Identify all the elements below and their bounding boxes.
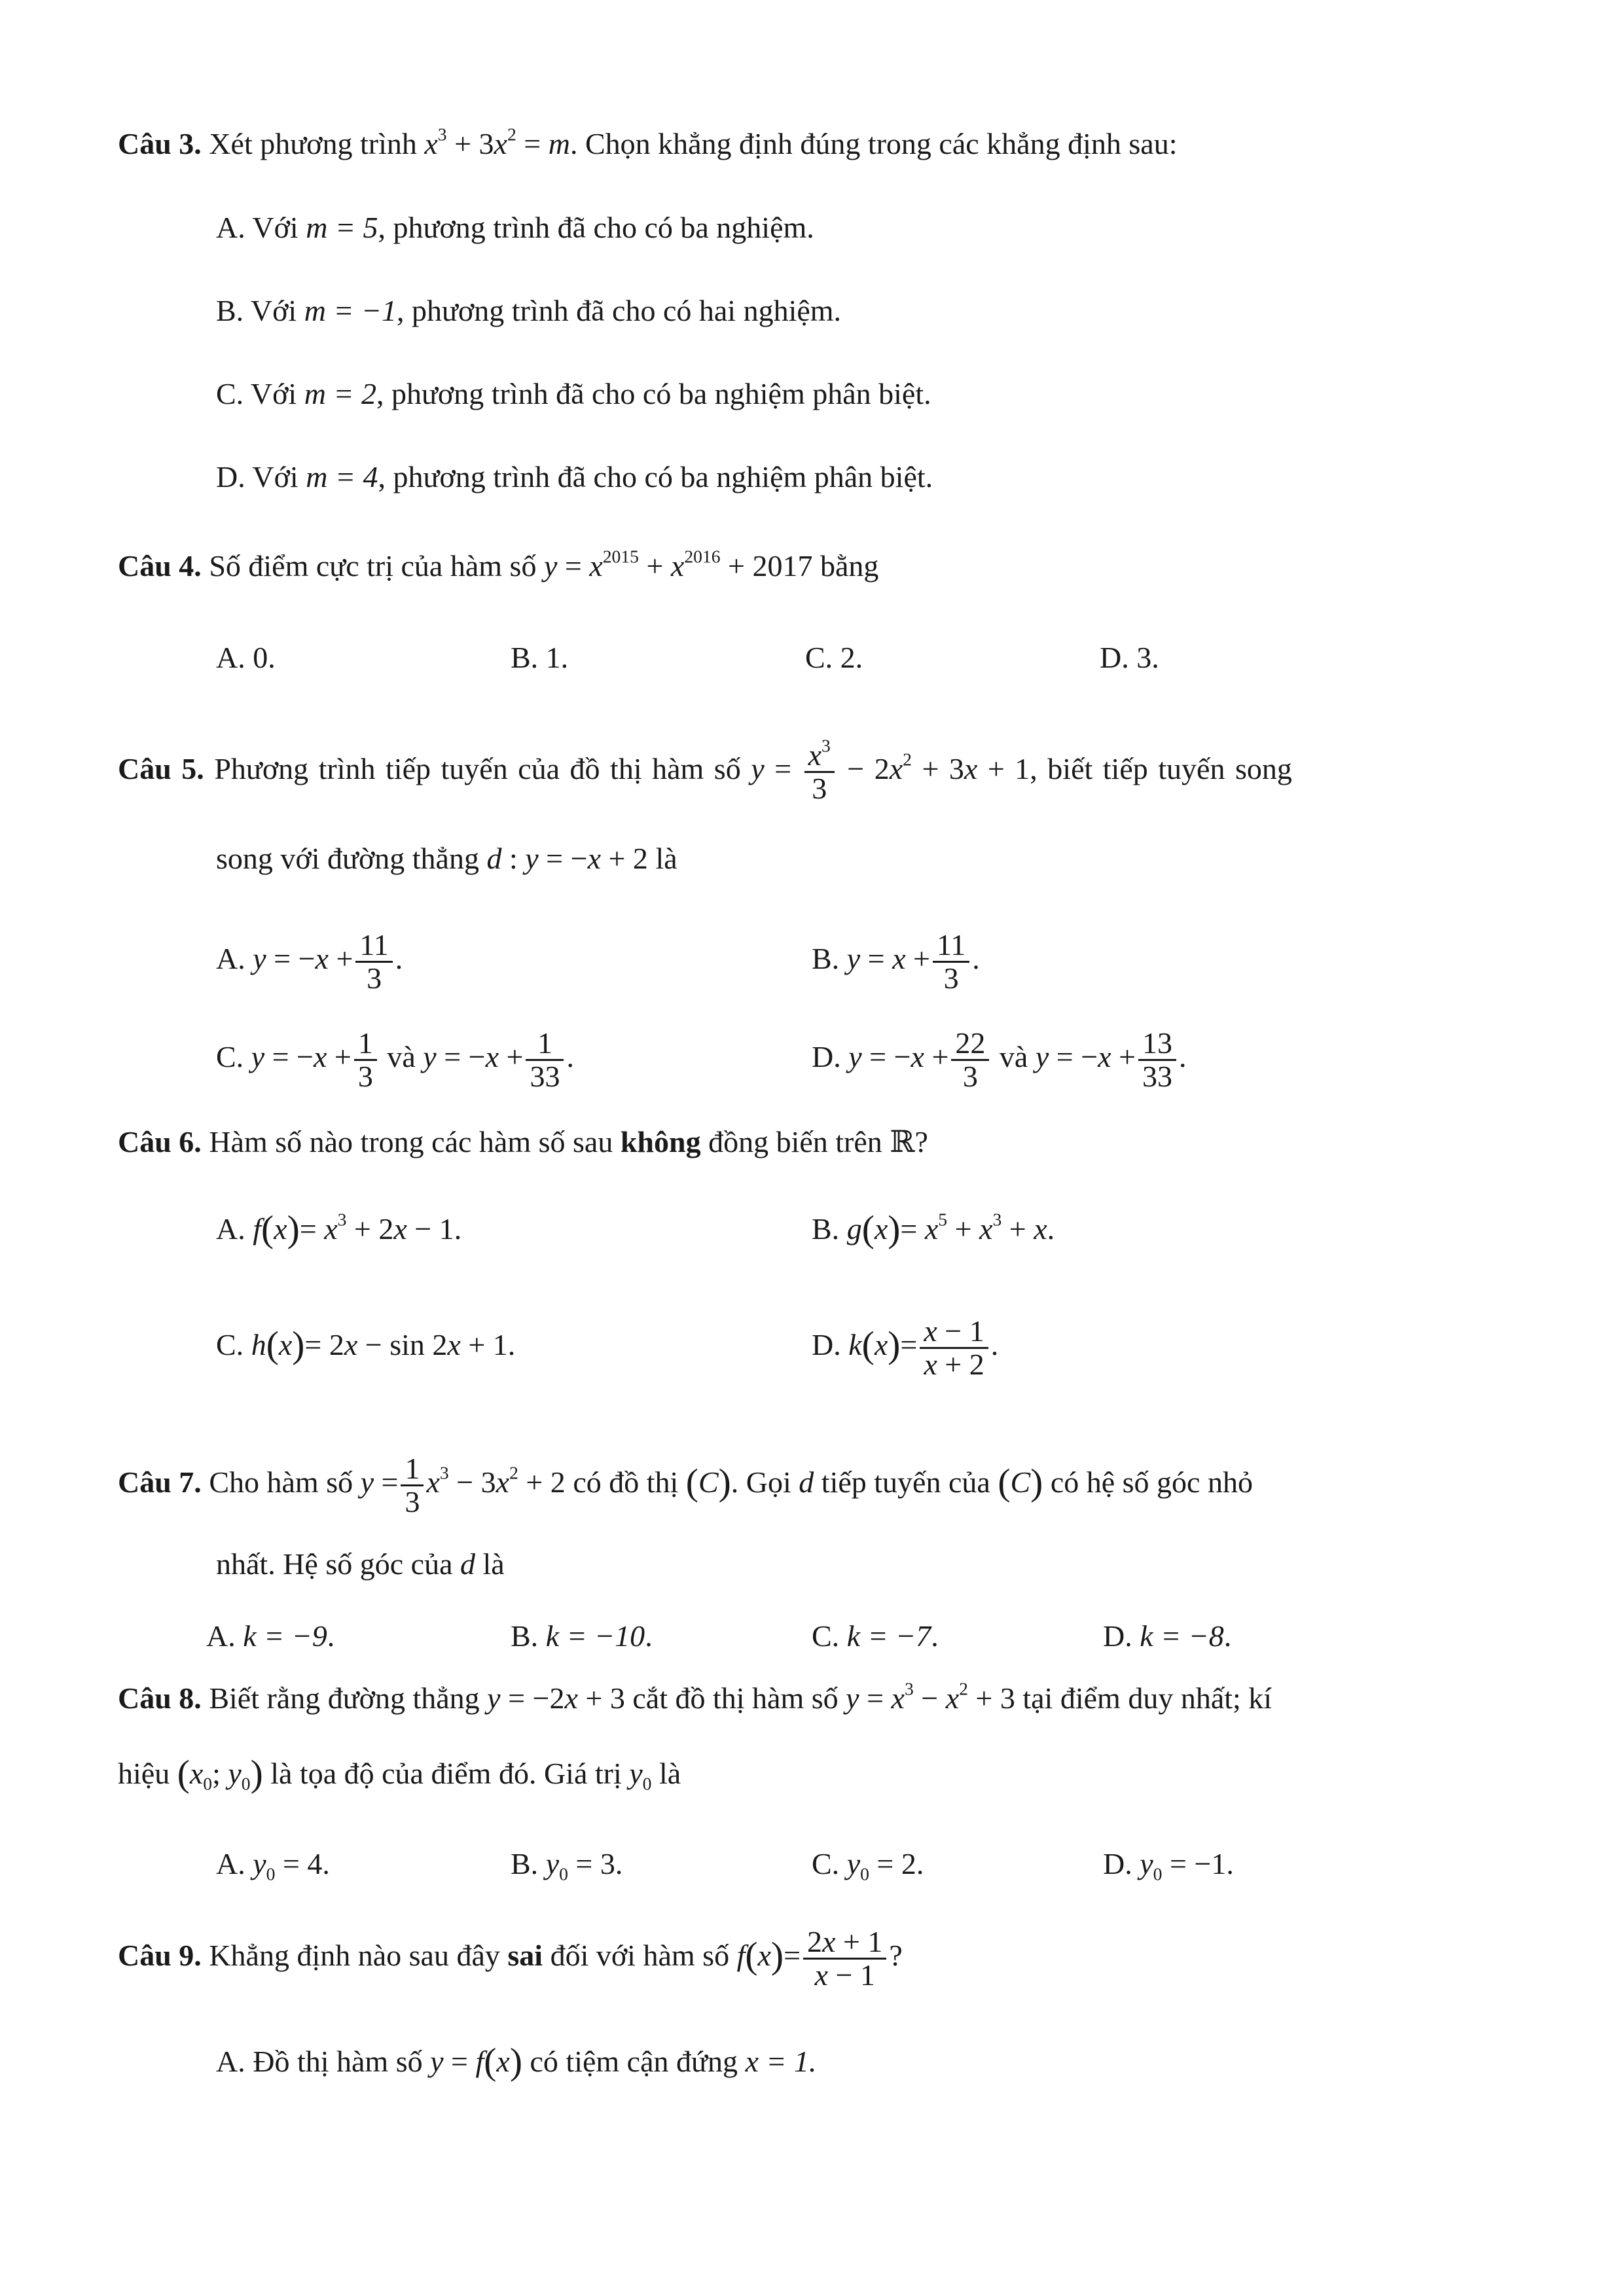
option-a[interactable]: A. Đồ thị hàm số y = f(x) có tiệm cận đứng x = 1.: [216, 2041, 817, 2083]
option-b[interactable]: B. $y_0 = 3$.: [511, 1847, 623, 1884]
option-math: m = 2: [304, 377, 376, 410]
question-9: Câu 9. Khẳng định nào sau đây sai đối với hàm số f(x)= $\frac{2x + 1}{x - 1}$ ?: [118, 1924, 903, 1992]
equation: $x^3 + 3x^2 = m$.: [424, 124, 578, 160]
option-math: k = −9: [243, 1619, 327, 1653]
option-c[interactable]: C. Với m = 2, phương trình đã cho có ba nghiệm phân biệt.: [216, 377, 931, 410]
question-label: Câu 4.: [118, 549, 202, 583]
question-4: [118, 547, 878, 586]
option-math: k = −8: [1140, 1619, 1224, 1653]
option-math: k = −7: [846, 1619, 931, 1653]
question-text: đồng biến trên ℝ?: [700, 1125, 928, 1158]
option-math: y = f(x): [430, 2041, 522, 2083]
option-c[interactable]: C. $y_0 = 2$.: [812, 1847, 924, 1884]
question-label: Câu 7.: [118, 1465, 202, 1499]
option-d[interactable]: D. Với m = 4, phương trình đã cho có ba nghiệm phân biệt.: [216, 460, 933, 493]
option-c[interactable]: C. y = −x + $\frac{1}{3}$ và y = −x + $\frac{1}{33}$ .: [216, 1026, 574, 1093]
option-math: y = −x + $\frac{13}{33}$ .: [1035, 1026, 1187, 1093]
question-5-cont: song với đường thẳng d : y = −x + 2 là: [216, 842, 677, 875]
equation: y = $\frac{1}{3}$ $x^3 - 3x^2 + 2$: [360, 1451, 566, 1518]
option-b[interactable]: B. $g(x)= x^5 + x^3 + x$.: [812, 1208, 1055, 1250]
option-c[interactable]: C. h(x)= 2x − sin 2x + 1.: [216, 1324, 516, 1366]
option-math: y = −x + $\frac{11}{3}$ .: [253, 927, 403, 995]
option-a[interactable]: A. 0.: [216, 641, 276, 674]
emphasis: sai: [507, 1939, 543, 1972]
question-text: bằng: [812, 549, 879, 583]
question-text: Biết rằng đường thẳng: [201, 1681, 488, 1715]
option-c[interactable]: C. k = −7.: [812, 1619, 939, 1653]
question-text: , biết tiếp tuyến song: [1030, 752, 1292, 785]
question-label: Câu 9.: [118, 1939, 202, 1972]
question-8: Câu 8. Biết rằng đường thẳng y = −2x + 3 cắt đồ thị hàm số $y = x^3 - x^2 + 3$ tại điểm duy nhất; kí: [118, 1678, 1272, 1715]
option-d[interactable]: D. k = −8.: [1103, 1619, 1232, 1653]
question-text: Cho hàm số: [201, 1465, 361, 1499]
equation: $y = x^3 - x^2 + 3$: [846, 1678, 1015, 1715]
option-b[interactable]: B. y = x + $\frac{11}{3}$ .: [812, 927, 980, 995]
option-c[interactable]: C. 2.: [805, 641, 863, 674]
option-math: h(x)= 2x − sin 2x + 1.: [251, 1324, 516, 1366]
question-text: đối với hàm số: [543, 1939, 737, 1972]
option-math: k = −10: [545, 1619, 645, 1653]
question-text: Chọn khẳng định đúng trong các khẳng định sau:: [577, 127, 1178, 160]
option-math: y = x + $\frac{11}{3}$ .: [846, 927, 980, 995]
option-math: = 3: [575, 1847, 615, 1880]
option-math: = 2: [876, 1847, 916, 1880]
option-math: m = −1: [304, 294, 397, 327]
option-math: y = −x + $\frac{1}{3}$: [251, 1040, 380, 1073]
option-math: m = 5: [306, 211, 378, 244]
question-label: Câu 6.: [118, 1125, 202, 1158]
option-a[interactable]: A. $y_0 = 4$.: [216, 1847, 330, 1884]
question-text: Khẳng định nào sau đây: [201, 1939, 508, 1972]
question-label: Câu 8.: [118, 1681, 202, 1715]
question-label: Câu 3.: [118, 127, 202, 160]
equation: d : y = −x + 2: [486, 842, 648, 875]
option-b[interactable]: B. Với m = −1, phương trình đã cho có hai nghiệm.: [216, 294, 842, 327]
question-text: Hàm số nào trong các hàm số sau: [201, 1125, 621, 1158]
option-math: y = −x + $\frac{1}{33}$ .: [423, 1026, 574, 1093]
equation: f(x)= $\frac{2x + 1}{x - 1}$: [737, 1939, 890, 1972]
question-text: Phương trình tiếp tuyến của đồ thị hàm số: [204, 752, 751, 785]
equation: y = −2x + 3: [487, 1681, 625, 1715]
option-a[interactable]: A. k = −9.: [206, 1619, 335, 1653]
option-d[interactable]: D. k(x)= $\frac{x - 1}{x + 2}$ .: [812, 1314, 999, 1381]
question-7-cont: nhất. Hệ số góc của d là: [216, 1547, 505, 1581]
question-3: [118, 124, 1177, 164]
option-d[interactable]: D. y = −x + $\frac{22}{3}$ và y = −x + $\frac{13}{33}$ .: [812, 1026, 1187, 1093]
question-5: [118, 720, 1292, 818]
question-6: [118, 1122, 928, 1162]
option-math: $g(x)= x^5 + x^3 + x$.: [846, 1208, 1055, 1250]
option-d[interactable]: D. 3.: [1100, 641, 1159, 674]
equation: y = $\frac{x^3}{3}$ − $2x^2 + 3x + 1$: [751, 734, 1030, 805]
option-math: m = 4: [306, 460, 378, 493]
question-label: Câu 5.: [118, 752, 204, 785]
option-b[interactable]: B. k = −10.: [511, 1619, 653, 1653]
emphasis: không: [620, 1125, 701, 1158]
option-d[interactable]: D. $y_0 = -1$.: [1103, 1847, 1234, 1884]
option-math: = −1: [1169, 1847, 1227, 1880]
option-a[interactable]: A. y = −x + $\frac{11}{3}$ .: [216, 927, 403, 995]
option-math: x = 1.: [745, 2045, 817, 2078]
question-8-cont: hiệu ($x_0$; $y_0$) là tọa độ của điểm đó. Giá trị $y_0$ là: [118, 1753, 681, 1795]
equation: $y = x^{2015} + x^{2016} + 2017$: [543, 546, 813, 583]
option-math: y = −x + $\frac{22}{3}$: [848, 1040, 992, 1073]
option-math: $f(x)= x^3 + 2x - 1$.: [253, 1208, 462, 1250]
option-math: = 4: [282, 1847, 323, 1880]
option-a[interactable]: A. Với m = 5, phương trình đã cho có ba nghiệm.: [216, 211, 814, 244]
question-text: Số điểm cực trị của hàm số: [201, 549, 544, 583]
question-7: Câu 7. Cho hàm số y = $\frac{1}{3}$ $x^3 - 3x^2 + 2$ có đồ thị (C). Gọi d tiếp tuyến của (C) có hệ số góc nhỏ: [118, 1451, 1253, 1518]
option-b[interactable]: B. 1.: [511, 641, 569, 674]
option-a[interactable]: A. $f(x)= x^3 + 2x - 1$.: [216, 1208, 462, 1250]
option-math: k(x)= $\frac{x - 1}{x + 2}$ .: [848, 1314, 999, 1381]
question-text: Xét phương trình: [201, 127, 425, 160]
